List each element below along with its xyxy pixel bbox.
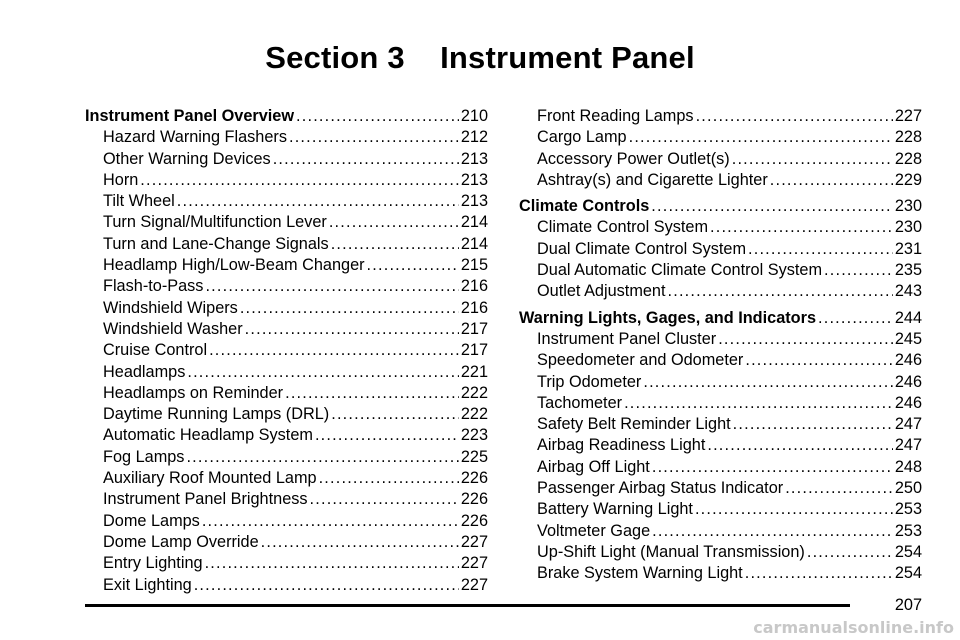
dot-leader	[651, 196, 893, 217]
dot-leader	[140, 170, 459, 191]
dot-leader	[319, 468, 459, 489]
toc-entry[interactable]	[519, 521, 922, 542]
toc-entry-page: 235	[894, 261, 922, 280]
toc-entry-label: Dome Lamps	[103, 511, 200, 530]
toc-entry-label: Cruise Control	[103, 341, 208, 360]
dot-leader	[652, 457, 893, 478]
toc-entry-page: 227	[460, 554, 488, 573]
watermark: carmanualsonline.info	[753, 618, 954, 637]
toc-entry-label: Warning Lights, Gages, and Indicators	[519, 308, 817, 327]
toc-section-heading[interactable]	[519, 308, 922, 329]
dot-leader	[315, 425, 459, 446]
dot-leader	[718, 329, 893, 350]
toc-entry[interactable]	[519, 414, 922, 435]
toc-entry[interactable]	[519, 350, 922, 371]
toc-entry[interactable]	[85, 191, 488, 212]
toc-entry-page: 222	[460, 383, 488, 402]
toc-entry[interactable]	[85, 319, 488, 340]
toc-entry-label: Trip Odometer	[537, 372, 642, 391]
toc-entry[interactable]	[85, 553, 488, 574]
toc-entry-page: 222	[460, 405, 488, 424]
dot-leader	[186, 447, 458, 468]
toc-entry[interactable]	[85, 447, 488, 468]
dot-leader	[696, 106, 893, 127]
toc-entry-label: Cargo Lamp	[537, 128, 627, 147]
toc-entry[interactable]	[519, 329, 922, 350]
dot-leader	[329, 212, 459, 233]
toc-entry-label: Dome Lamp Override	[103, 532, 259, 551]
toc-entry-label: Exit Lighting	[103, 575, 192, 594]
toc-entry-page: 253	[894, 521, 922, 540]
toc-entry-page: 246	[894, 372, 922, 391]
page-number: 207	[894, 596, 922, 614]
dot-leader	[707, 435, 892, 456]
dot-leader	[194, 575, 459, 596]
toc-entry[interactable]	[85, 383, 488, 404]
toc-entry-label: Fog Lamps	[103, 447, 185, 466]
toc-entry-page: 244	[894, 308, 922, 327]
toc-entry-page: 213	[460, 170, 488, 189]
toc-entry-page: 226	[460, 469, 488, 488]
toc-entry[interactable]	[519, 372, 922, 393]
toc-entry[interactable]	[85, 298, 488, 319]
toc-entry[interactable]	[519, 217, 922, 238]
toc-entry-label: Battery Warning Light	[537, 500, 693, 519]
toc-entry[interactable]	[85, 511, 488, 532]
toc-entry-page: 227	[460, 575, 488, 594]
page-title: Section 3 Instrument Panel	[265, 40, 695, 75]
dot-leader	[205, 276, 458, 297]
toc-entry-page: 213	[460, 192, 488, 211]
toc-entry-page: 225	[460, 447, 488, 466]
toc-entry-page: 246	[894, 351, 922, 370]
dot-leader	[668, 281, 893, 302]
toc-entry[interactable]	[519, 478, 922, 499]
toc-entry-label: Safety Belt Reminder Light	[537, 415, 731, 434]
toc-entry-label: Speedometer and Odometer	[537, 351, 744, 370]
dot-leader	[785, 478, 893, 499]
toc-entry[interactable]	[519, 106, 922, 127]
toc-entry-page: 216	[460, 277, 488, 296]
toc-entry-page: 250	[894, 479, 922, 498]
toc-entry[interactable]	[85, 489, 488, 510]
toc-left-column	[85, 106, 488, 596]
dot-leader	[273, 149, 459, 170]
toc-entry-page: 254	[894, 542, 922, 561]
toc-entry-label: Headlamp High/Low-Beam Changer	[103, 256, 365, 275]
toc-entry-page: 223	[460, 426, 488, 445]
toc-entry[interactable]	[519, 457, 922, 478]
toc-entry[interactable]	[519, 149, 922, 170]
toc-entry-label: Daytime Running Lamps (DRL)	[103, 405, 330, 424]
toc-entry-page: 226	[460, 511, 488, 530]
toc-entry-page: 216	[460, 298, 488, 317]
toc-entry-label: Windshield Washer	[103, 319, 243, 338]
toc-entry-page: 213	[460, 149, 488, 168]
dot-leader	[643, 372, 892, 393]
toc-entry[interactable]	[85, 212, 488, 233]
toc-entry[interactable]	[85, 127, 488, 148]
toc-entry-page: 214	[460, 234, 488, 253]
toc-entry-label: Windshield Wipers	[103, 298, 238, 317]
toc-entry[interactable]	[85, 468, 488, 489]
toc-entry-page: 246	[894, 393, 922, 412]
toc-entry-page: 210	[460, 107, 488, 125]
dot-leader	[310, 489, 459, 510]
dot-leader	[177, 191, 459, 212]
toc-entry-page: 245	[894, 329, 922, 348]
toc-entry-label: Turn Signal/Multifunction Lever	[103, 213, 327, 232]
toc-entry[interactable]	[519, 393, 922, 414]
toc-entry[interactable]	[85, 425, 488, 446]
toc-entry[interactable]	[85, 276, 488, 297]
toc-section-heading[interactable]	[519, 196, 922, 217]
dot-leader	[629, 127, 893, 148]
toc-entry-page: 217	[460, 341, 488, 360]
toc-entry[interactable]	[519, 260, 922, 281]
dot-leader	[624, 393, 893, 414]
dot-leader	[367, 255, 459, 276]
toc-entry-page: 231	[894, 239, 922, 258]
toc-entry-label: Accessory Power Outlet(s)	[537, 149, 730, 168]
toc-entry[interactable]	[519, 239, 922, 260]
toc-entry-page: 221	[460, 362, 488, 381]
toc-entry-label: Hazard Warning Flashers	[103, 128, 287, 147]
toc-entry-label: Automatic Headlamp System	[103, 426, 313, 445]
toc-entry-label: Flash-to-Pass	[103, 277, 204, 296]
toc-entry-label: Other Warning Devices	[103, 149, 271, 168]
toc-entry-label: Front Reading Lamps	[537, 107, 694, 125]
toc-entry-label: Dual Climate Control System	[537, 239, 747, 258]
toc-entry-page: 253	[894, 500, 922, 519]
toc-entry[interactable]	[519, 170, 922, 191]
dot-leader	[733, 414, 893, 435]
toc-entry-page: 248	[894, 457, 922, 476]
dot-leader	[331, 404, 459, 425]
dot-leader	[770, 170, 893, 191]
toc-entry-page: 228	[894, 128, 922, 147]
dot-leader	[824, 260, 893, 281]
toc-entry-label: Instrument Panel Overview	[85, 107, 295, 125]
toc-entry[interactable]	[85, 149, 488, 170]
toc-entry-label: Airbag Readiness Light	[537, 436, 706, 455]
dot-leader	[807, 542, 893, 563]
dot-leader	[285, 383, 459, 404]
toc-entry-page: 215	[460, 256, 488, 275]
toc-entry-label: Instrument Panel Brightness	[103, 490, 308, 509]
toc-entry-label: Airbag Off Light	[537, 457, 650, 476]
toc-entry[interactable]	[85, 404, 488, 425]
toc-entry-label: Climate Control System	[537, 218, 709, 237]
toc-entry[interactable]	[85, 234, 488, 255]
dot-leader	[710, 217, 893, 238]
toc-entry-page: 227	[460, 532, 488, 551]
toc-entry-label: Outlet Adjustment	[537, 282, 666, 301]
toc-entry-label: Up-Shift Light (Manual Transmission)	[537, 542, 805, 561]
dot-leader	[695, 499, 893, 520]
toc-entry-page: 226	[460, 490, 488, 509]
dot-leader	[209, 340, 459, 361]
toc-entry-page: 230	[894, 197, 922, 216]
toc-entry-label: Entry Lighting	[103, 554, 203, 573]
toc-entry-page: 217	[460, 319, 488, 338]
toc-entry[interactable]	[85, 532, 488, 553]
toc-entry[interactable]	[519, 499, 922, 520]
footer-rule	[85, 604, 850, 607]
toc-entry-label: Tachometer	[537, 393, 623, 412]
dot-leader	[187, 362, 458, 383]
dot-leader	[331, 234, 459, 255]
toc-section-heading[interactable]	[85, 106, 488, 127]
toc-entry-label: Auxiliary Roof Mounted Lamp	[103, 469, 317, 488]
dot-leader	[745, 350, 892, 371]
dot-leader	[296, 106, 459, 127]
toc-entry-page: 227	[894, 107, 922, 125]
toc-entry[interactable]	[519, 281, 922, 302]
dot-leader	[818, 308, 893, 329]
toc-entry-label: Passenger Airbag Status Indicator	[537, 479, 784, 498]
toc-entry-label: Climate Controls	[519, 197, 650, 216]
toc-entry-page: 214	[460, 213, 488, 232]
toc-entry-label: Headlamps	[103, 362, 186, 381]
toc-entry-label: Brake System Warning Light	[537, 564, 743, 583]
toc-entry-page: 230	[894, 218, 922, 237]
toc-entry[interactable]	[85, 362, 488, 383]
dot-leader	[245, 319, 459, 340]
toc-entry[interactable]	[85, 340, 488, 361]
dot-leader	[240, 298, 459, 319]
toc-entry-page: 212	[460, 128, 488, 147]
toc-entry[interactable]	[85, 255, 488, 276]
toc-entry-page: 247	[894, 415, 922, 434]
toc-entry-page: 228	[894, 149, 922, 168]
dot-leader	[745, 563, 893, 584]
dot-leader	[289, 127, 459, 148]
toc-entry-label: Tilt Wheel	[103, 192, 175, 211]
toc-entry[interactable]	[85, 170, 488, 191]
toc-entry-label: Dual Automatic Climate Control System	[537, 261, 823, 280]
dot-leader	[202, 511, 459, 532]
toc-entry-label: Turn and Lane-Change Signals	[103, 234, 329, 253]
toc-entry-page: 254	[894, 564, 922, 583]
toc-right-column	[519, 106, 922, 585]
toc-entry-label: Headlamps on Reminder	[103, 383, 284, 402]
toc-entry-label: Ashtray(s) and Cigarette Lighter	[537, 170, 768, 189]
toc-entry-label: Voltmeter Gage	[537, 521, 651, 540]
dot-leader	[652, 521, 893, 542]
toc-entry[interactable]	[519, 563, 922, 584]
toc-entry[interactable]	[519, 127, 922, 148]
toc-entry-label: Instrument Panel Cluster	[537, 329, 717, 348]
toc-entry[interactable]	[519, 542, 922, 563]
toc-entry-label: Horn	[103, 170, 139, 189]
dot-leader	[748, 239, 893, 260]
toc-entry-page: 247	[894, 436, 922, 455]
toc-entry[interactable]	[519, 435, 922, 456]
dot-leader	[732, 149, 893, 170]
toc-entry-page: 243	[894, 282, 922, 301]
dot-leader	[205, 553, 459, 574]
dot-leader	[261, 532, 459, 553]
toc-entry[interactable]	[85, 575, 488, 596]
toc-entry-page: 229	[894, 170, 922, 189]
